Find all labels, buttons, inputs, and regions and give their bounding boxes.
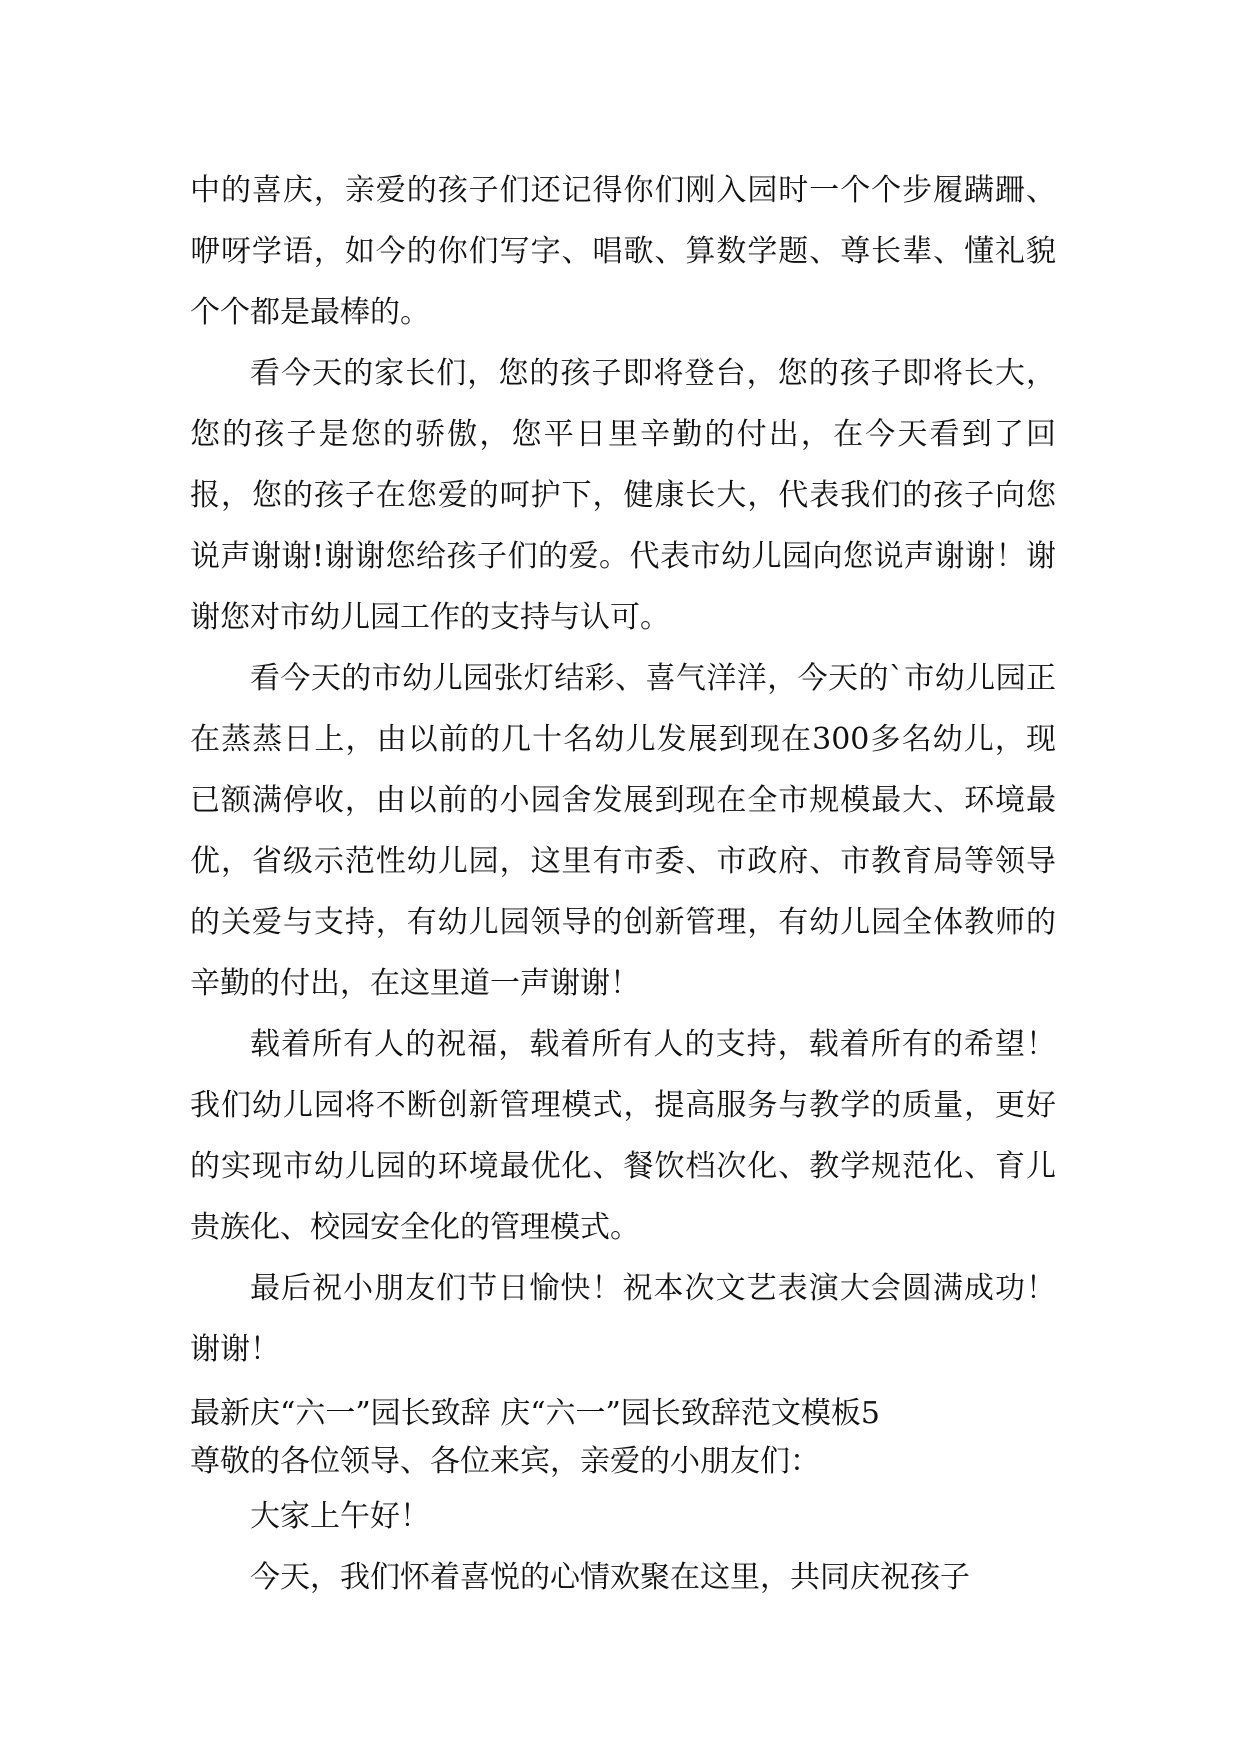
- paragraph-kindergarten-growth: 看今天的市幼儿园张灯结彩、喜气洋洋，今天的`市幼儿园正在蒸蒸日上，由以前的几十名幼儿发展到现在300多名幼儿，现已额满停收，由以前的小园舍发展到现在全市规模最大、环境最优，省级示范性幼儿园，这里有市委、市政府、市教育局等领导的关爱与支持，有幼儿园领导的创新管理，有幼儿园全体教师的辛勤的付出，在这里道一声谢谢！: [190, 661, 1056, 1001]
- greeting: 大家上午好！: [250, 1499, 430, 1534]
- document-body: [190, 160, 1056, 1608]
- salutation: 尊敬的各位领导、各位来宾，亲爱的小朋友们：: [190, 1444, 820, 1479]
- paragraph-final-wishes: 最后祝小朋友们节日愉快！祝本次文艺表演大会圆满成功！谢谢！: [190, 1271, 1056, 1367]
- paragraph-opening: 今天，我们怀着喜悦的心情欢聚在这里，共同庆祝孩子: [250, 1560, 970, 1595]
- paragraph-future-hopes: 载着所有人的祝福，载着所有人的支持，载着所有的希望！我们幼儿园将不断创新管理模式，提高服务与教学的质量，更好的实现市幼儿园的环境最优化、餐饮档次化、教学规范化、育儿贵族化、校园安全化的管理模式。: [190, 1027, 1056, 1245]
- paragraph-parents-thanks: 看今天的家长们，您的孩子即将登台，您的孩子即将长大，您的孩子是您的骄傲，您平日里辛勤的付出，在今天看到了回报，您的孩子在您爱的呵护下，健康长大，代表我们的孩子向您说声谢谢!谢谢您给孩子们的爱。代表市幼儿园向您说声谢谢！谢谢您对市幼儿园工作的支持与认可。: [190, 356, 1056, 635]
- section-title: 最新庆“六一”园长致辞 庆“六一”园长致辞范文模板5: [190, 1396, 880, 1431]
- paragraph-continuation: 中的喜庆，亲爱的孩子们还记得你们刚入园时一个个步履蹒跚、咿呀学语，如今的你们写字、唱歌、算数学题、尊长辈、懂礼貌个个都是最棒的。: [190, 173, 1056, 330]
